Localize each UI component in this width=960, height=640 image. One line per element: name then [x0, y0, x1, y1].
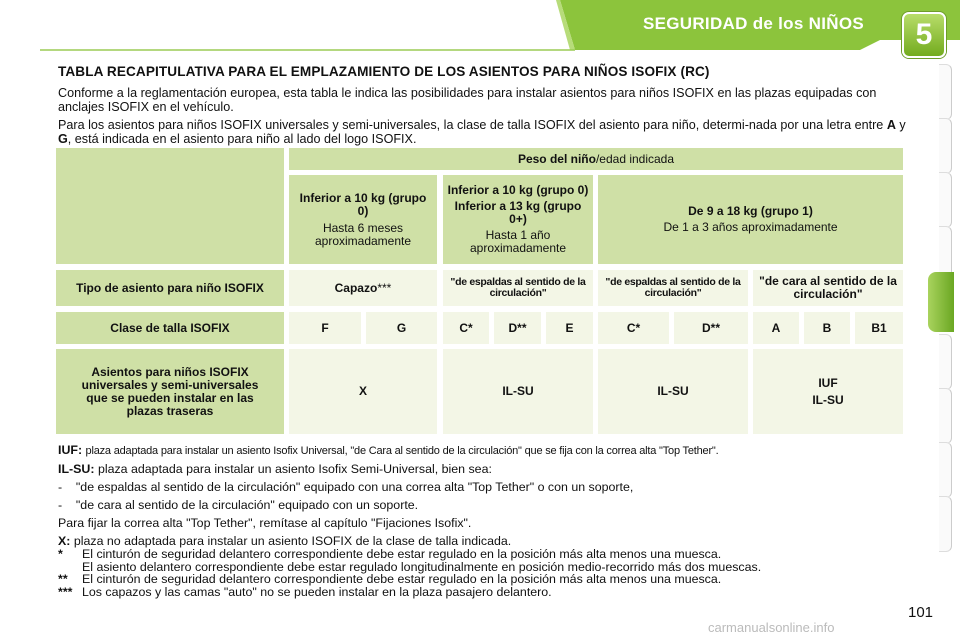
footnote: ** El cinturón de seguridad delantero correspondiente debe estar regulado en la posición más alta menos una muesca.	[58, 572, 722, 586]
chapter-badge: 5	[902, 12, 946, 58]
note-ilsu: IL-SU: plaza adaptada para instalar un asiento Isofix Semi-Universal, bien sea:	[58, 462, 492, 476]
legend-notes	[58, 443, 918, 549]
side-tab	[939, 172, 952, 228]
footnote: * El cinturón de seguridad delantero correspondiente debe estar regulado en la posición más alta menos una muesca.	[58, 547, 722, 561]
side-tab	[939, 334, 952, 390]
intro-text	[58, 86, 906, 150]
clase-cell: B1	[855, 312, 903, 344]
group-0plus-header: Inferior a 10 kg (grupo 0) Inferior a 13 kg (grupo 0+) Hasta 1 año aproximadamente	[443, 175, 593, 264]
asientos-espaldas: IL-SU	[598, 349, 748, 434]
clase-cell: A	[753, 312, 799, 344]
clase-cell: D**	[674, 312, 748, 344]
page-header	[0, 0, 960, 52]
intro-paragraph-1: Conforme a la reglamentación europea, esta tabla le indica las posibilidades para instalar asientos para niños ISOFIX en las plazas equipadas con anclajes ISOFIX en el vehículo.	[58, 86, 877, 114]
clase-cell: E	[546, 312, 593, 344]
side-tab	[939, 496, 952, 552]
footnotes	[58, 548, 918, 598]
side-tab	[939, 64, 952, 120]
clase-cell: C*	[598, 312, 669, 344]
side-tab	[939, 118, 952, 174]
tipo-label: Tipo de asiento para niño ISOFIX	[56, 270, 284, 306]
side-tab	[939, 442, 952, 498]
section-title: SEGURIDAD de los NIÑOS	[642, 14, 864, 33]
side-tab	[939, 388, 952, 444]
clase-cell: C*	[443, 312, 489, 344]
page-number: 101	[908, 604, 934, 621]
side-tab-active	[928, 272, 954, 332]
side-tabs	[930, 64, 960, 576]
asientos-grupo0plus: IL-SU	[443, 349, 593, 434]
watermark: carmanualsonline.info	[708, 620, 835, 635]
asientos-label: Asientos para niños ISOFIX universales y semi-universales que se pueden instalar en las plazas traseras	[56, 349, 284, 434]
note-dash-2: - "de cara al sentido de la circulación" equipado con un soporte.	[58, 498, 419, 512]
note-fijar: Para fijar la correa alta "Top Tether", remítase al capítulo "Fijaciones Isofix".	[58, 516, 472, 530]
tipo-capazo: Capazo***	[289, 270, 437, 306]
clase-cell: G	[366, 312, 437, 344]
note-iuf: IUF: plaza adaptada para instalar un asiento Isofix Universal, "de Cara al sentido de la circulación" que se fija con la correa alta "Top Tether".	[58, 443, 719, 457]
note-dash-1: - "de espaldas al sentido de la circulación" equipado con una correa alta "Top Tether" o con un soporte,	[58, 480, 634, 494]
tipo-espaldas-2: "de espaldas al sentido de la circulación"	[598, 270, 748, 306]
asientos-cara: IUF IL-SU	[753, 349, 903, 434]
clase-cell: B	[804, 312, 850, 344]
clase-cell: F	[289, 312, 361, 344]
page-heading: TABLA RECAPITULATIVA PARA EL EMPLAZAMIENTO DE LOS ASIENTOS PARA NIÑOS ISOFIX (RC)	[58, 64, 710, 79]
footnote: El asiento delantero correspondiente debe estar regulado longitudinalmente en posición medio-recorrido más dos muescas.	[82, 559, 762, 574]
tipo-espaldas-1: "de espaldas al sentido de la circulación"	[443, 270, 593, 306]
asientos-capazo: X	[289, 349, 437, 434]
intro-paragraph-2: Para los asientos para niños ISOFIX universales y semi-universales, la clase de talla ISOFIX del asiento para niño, determi-nada por una letra entre A y G, está indicada en el asiento para niño al lado del logo ISOFIX.	[58, 118, 906, 146]
footnote: *** Los capazos y las camas "auto" no se pueden instalar en la plaza pasajero delantero.	[58, 584, 552, 599]
group-0-header: Inferior a 10 kg (grupo 0) Hasta 6 meses aproximadamente	[289, 175, 437, 264]
clase-label: Clase de talla ISOFIX	[56, 312, 284, 344]
peso-header: Peso del niño/edad indicada	[289, 148, 903, 170]
group-1-header: De 9 a 18 kg (grupo 1) De 1 a 3 años aproximadamente	[598, 175, 903, 264]
clase-cell: D**	[494, 312, 541, 344]
table-corner	[56, 148, 284, 264]
tipo-cara: "de cara al sentido de la circulación"	[753, 270, 903, 306]
note-x: X: plaza no adaptada para instalar un asiento ISOFIX de la clase de talla indicada.	[58, 534, 512, 548]
